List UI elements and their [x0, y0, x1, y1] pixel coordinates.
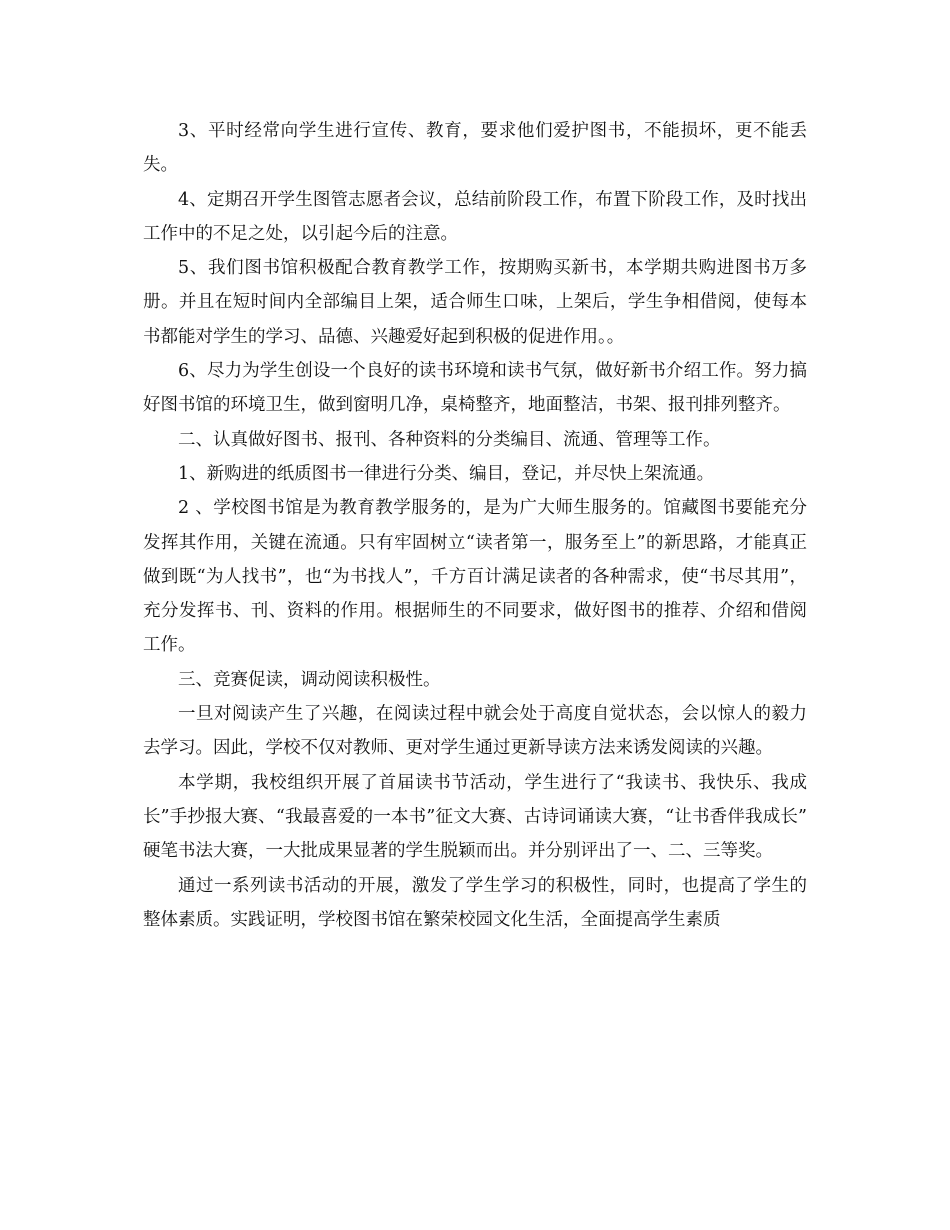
section-heading-3: 三、竞赛促读，调动阅读积极性。 [178, 669, 441, 690]
paragraph-item-3: 3、平时经常向学生进行宣传、教育，要求他们爱护图书，不能损坏，更不能丢失。 [143, 121, 807, 176]
paragraph-reading-festival: 本学期，我校组织开展了首届读书节活动，学生进行了“我读书、我快乐、我成长”手抄报大赛、“我最喜爱的一本书”征文大赛、古诗词诵读大赛，“让书香伴我成长” 硬笔书法大赛，一大批成果显著的学生脱颖而出。并分别评出了一、二、三等奖。 [143, 772, 807, 862]
paragraph-conclusion: 通过一系列读书活动的开展，激发了学生学习的积极性，同时，也提高了学生的整体素质。实践证明，学校图书馆在繁荣校园文化生活，全面提高学生素质 [143, 875, 807, 930]
document-body [143, 114, 807, 937]
paragraph-item-4: 4、定期召开学生图管志愿者会议，总结前阶段工作，布置下阶段工作，及时找出工作中的不足之处，以引起今后的注意。 [143, 189, 807, 244]
paragraph-item-2-1: 1、新购进的纸质图书一律进行分类、编目，登记，并尽快上架流通。 [178, 463, 715, 484]
section-heading-2: 二、认真做好图书、报刊、各种资料的分类编目、流通、管理等工作。 [178, 429, 721, 450]
paragraph-item-5: 5、我们图书馆积极配合教育教学工作，按期购买新书，本学期共购进图书万多册。并且在短时间内全部编目上架，适合师生口味，上架后，学生争相借阅，使每本书都能对学生的学习、品德、兴趣爱好起到积极的促进作用。。 [143, 258, 807, 347]
paragraph-item-6: 6、尽力为学生创设一个良好的读书环境和读书气氛，做好新书介绍工作。努力搞好图书馆的环境卫生，做到窗明几净，桌椅整齐，地面整洁，书架、报刊排列整齐。 [143, 361, 807, 416]
paragraph-reading-interest: 一旦对阅读产生了兴趣，在阅读过程中就会处于高度自觉状态，会以惊人的毅力去学习。因此，学校不仅对教师、更对学生通过更新导读方法来诱发阅读的兴趣。 [143, 704, 807, 759]
paragraph-item-2-2: 2 、学校图书馆是为教育教学服务的，是为广大师生服务的。馆藏图书要能充分发挥其作用，关键在流通。只有牢固树立“读者第一，服务至上”的新思路，才能真正做到既“为人找书”，也“为书找人”，千方百计满足读者的各种需求，使“书尽其用”，充分发挥书、刊、资料的作用。根据师生的不同要求，做好图书的推荐、介绍和借阅工作。 [143, 498, 807, 656]
